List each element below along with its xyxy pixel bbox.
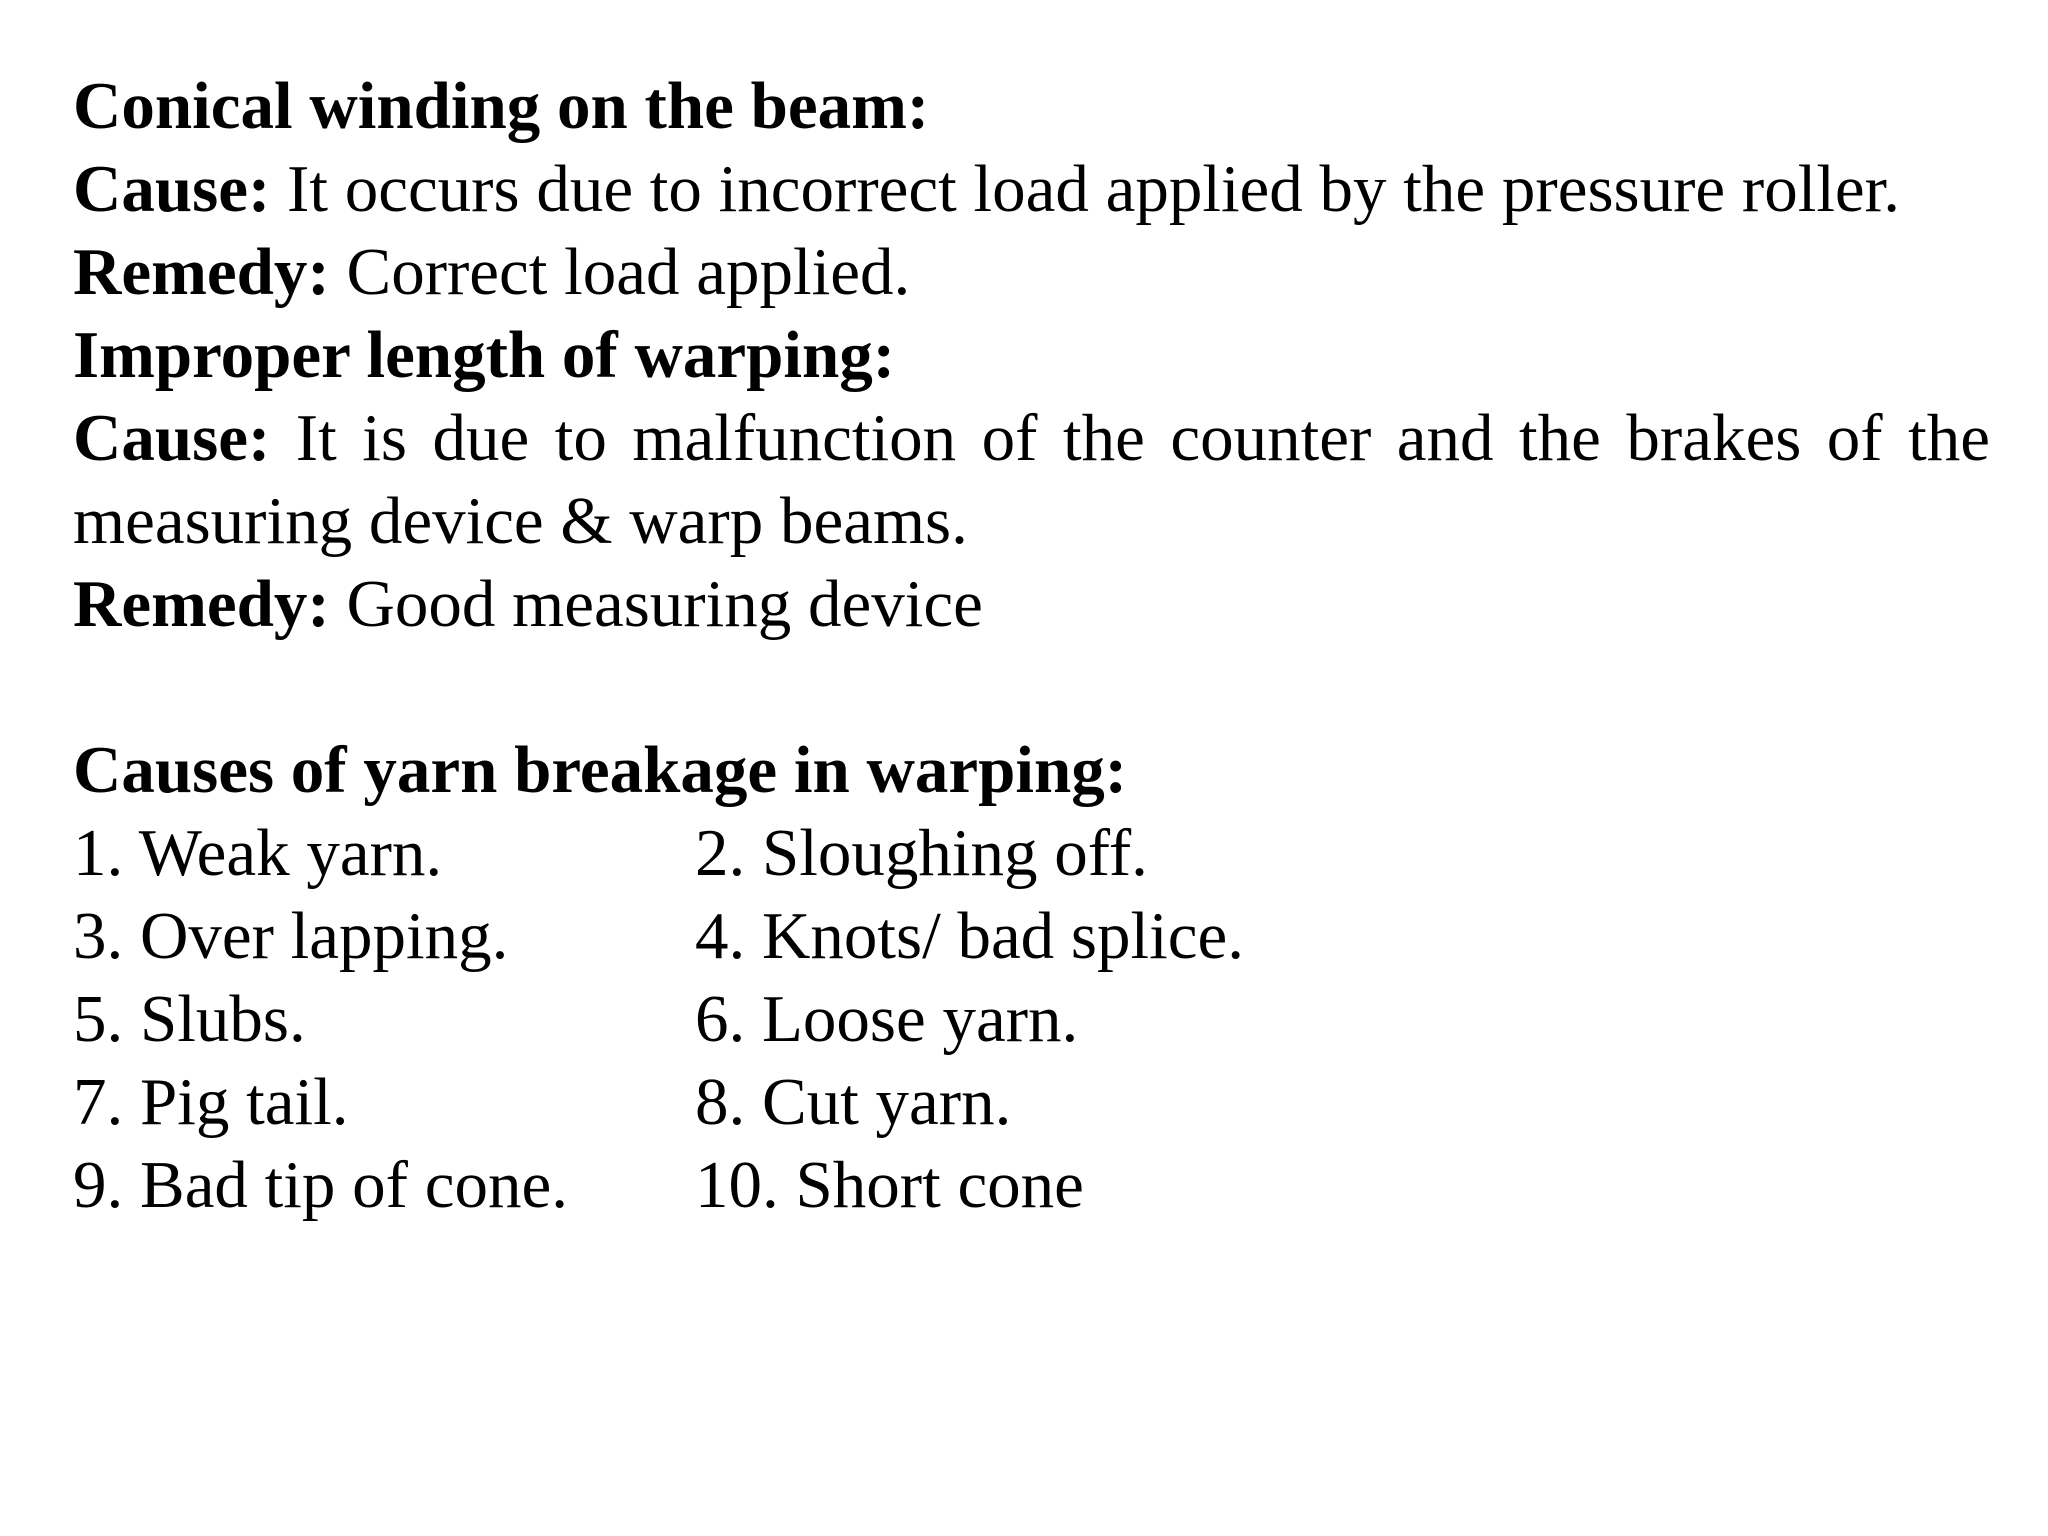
remedy-text: Correct load applied. [329, 235, 911, 309]
section-heading-improper-length: Improper length of warping: [73, 318, 896, 392]
list-item: 5. Slubs. [73, 982, 306, 1056]
list-item: 9. Bad tip of cone. [73, 1148, 568, 1222]
list-item: 8. Cut yarn. [695, 1065, 1012, 1139]
cause-paragraph-improper-length [73, 397, 1990, 563]
cause-text: It occurs due to incorrect load applied by the pressure roller. [270, 152, 1901, 226]
document-content [73, 65, 1990, 1227]
list-item: 2. Sloughing off. [695, 816, 1148, 890]
remedy-text: Good measuring device [329, 567, 983, 641]
list-item: 10. Short cone [695, 1148, 1084, 1222]
cause-label: Cause: [73, 152, 271, 226]
remedy-label: Remedy: [73, 567, 330, 641]
section-heading-conical-winding: Conical winding on the beam: [73, 69, 930, 143]
remedy-line-conical-winding [73, 231, 1990, 314]
cause-line-conical-winding [73, 148, 1990, 231]
list-item: 4. Knots/ bad splice. [695, 899, 1244, 973]
cause-label: Cause: [73, 401, 271, 475]
remedy-line-improper-length [73, 563, 1990, 646]
blank-line [73, 646, 1990, 729]
list-item: 6. Loose yarn. [695, 982, 1079, 1056]
section-heading-yarn-breakage: Causes of yarn breakage in warping: [73, 733, 1128, 807]
list-item: 7. Pig tail. [73, 1065, 349, 1139]
yarn-breakage-list [73, 812, 1990, 1227]
list-item: 3. Over lapping. [73, 899, 509, 973]
cause-text: It is due to malfunction of the counter and the brakes of the measuring device & warp beams. [73, 401, 1990, 558]
list-item: 1. Weak yarn. [73, 816, 443, 890]
remedy-label: Remedy: [73, 235, 330, 309]
